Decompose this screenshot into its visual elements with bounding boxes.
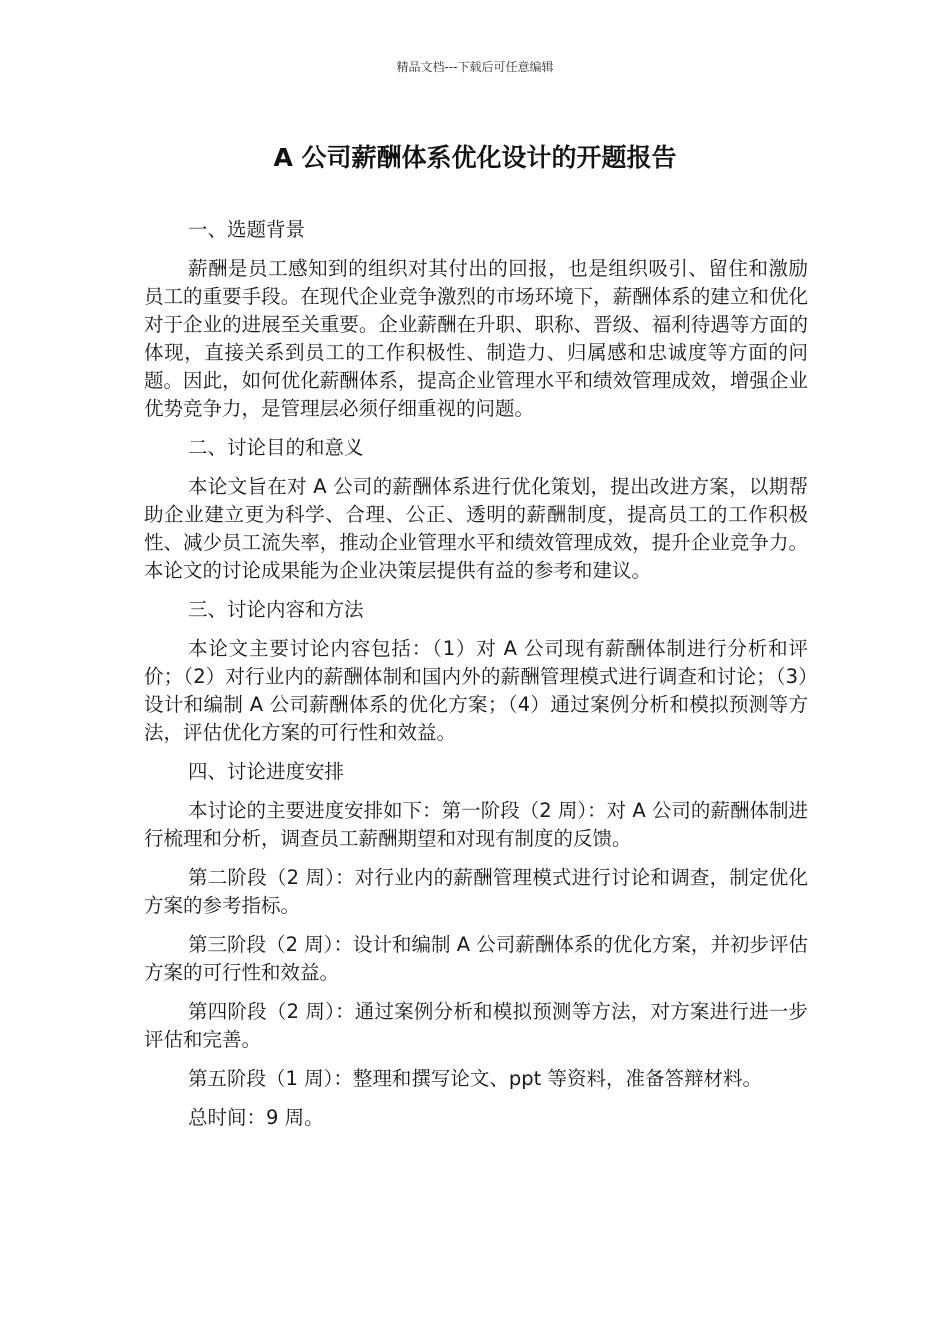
header-note: 精品文档---下载后可任意编辑 [396, 60, 554, 74]
paragraph: 第三阶段（2 周）：设计和编制 A 公司薪酬体系的优化方案，并初步评估方案的可行性和效益。 [144, 933, 808, 984]
paragraph: 第四阶段（2 周）：通过案例分析和模拟预测等方法，对方案进行进一步评估和完善。 [144, 1000, 808, 1051]
paragraph: 第二阶段（2 周）：对行业内的薪酬管理模式进行讨论和调查，制定优化方案的参考指标。 [144, 866, 808, 917]
paragraph: 本论文主要讨论内容包括：（1）对 A 公司现有薪酬体制进行分析和评价；（2）对行业内的薪酬体制和国内外的薪酬管理模式进行调查和讨论；（3）设计和编制 A 公司薪酬体系的优化方案；（4）通过案例分析和模拟预测等方法，评估优化方案的可行性和效益。 [144, 637, 808, 744]
paragraph: 本论文旨在对 A 公司的薪酬体系进行优化策划，提出改进方案，以期帮助企业建立更为科学、合理、公正、透明的薪酬制度，提高员工的工作积极性、减少员工流失率，推动企业管理水平和绩效管理成效，提升企业竞争力。本论文的讨论成果能为企业决策层提供有益的参考和建议。 [144, 475, 808, 582]
paragraph: 薪酬是员工感知到的组织对其付出的回报，也是组织吸引、留住和激励员工的重要手段。在现代企业竞争激烈的市场环境下，薪酬体系的建立和优化对于企业的进展至关重要。企业薪酬在升职、职称、晋级、福利待遇等方面的体现，直接关系到员工的工作积极性、制造力、归属感和忠诚度等方面的问题。因此，如何优化薪酬体系，提高企业管理水平和绩效管理成效，增强企业优势竞争力，是管理层必须仔细重视的问题。 [144, 257, 808, 420]
paragraph: 总时间：9 周。 [188, 1106, 324, 1129]
document-title: A 公司薪酬体系优化设计的开题报告 [273, 143, 677, 172]
section-heading-schedule: 四、讨论进度安排 [188, 760, 345, 783]
document-body [144, 216, 808, 1143]
section-heading-content-methods: 三、讨论内容和方法 [188, 598, 364, 621]
paragraph: 本讨论的主要进度安排如下：第一阶段（2 周）：对 A 公司的薪酬体制进行梳理和分析，调查员工薪酬期望和对现有制度的反馈。 [144, 799, 808, 850]
paragraph: 第五阶段（1 周）：整理和撰写论文、ppt 等资料，准备答辩材料。 [188, 1067, 762, 1090]
section-heading-purpose: 二、讨论目的和意义 [188, 436, 364, 459]
section-heading-background: 一、选题背景 [188, 218, 306, 241]
